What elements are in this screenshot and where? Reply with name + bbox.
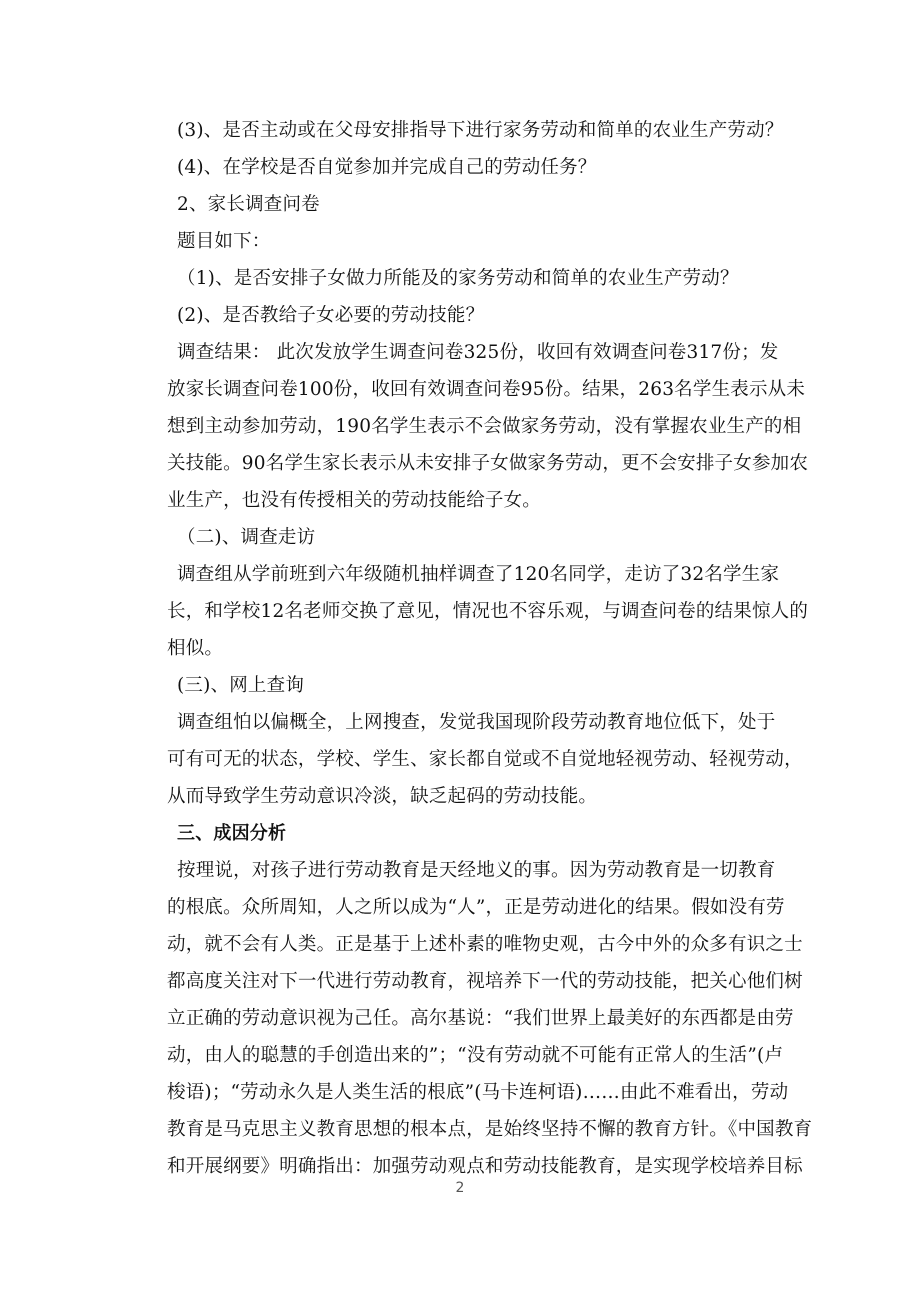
section-online: (三)、网上查询: [177, 675, 305, 696]
visit-line: 调查组从学前班到六年级随机抽样调查了120名同学，走访了32名学生家: [177, 564, 780, 585]
online-line: 可有可无的状态，学校、学生、家长都自觉或不自觉地轻视劳动、轻视劳动，: [167, 749, 803, 770]
online-line: 调查组怕以偏概全，上网搜查，发觉我国现阶段劳动教育地位低下，处于: [177, 712, 776, 733]
analysis-line: 按理说，对孩子进行劳动教育是天经地义的事。因为劳动教育是一切教育: [177, 860, 776, 881]
section-visit: （二)、调查走访: [177, 527, 316, 548]
page-number: 2: [455, 1180, 465, 1196]
question-4: (4)、在学校是否自觉参加并完成自己的劳动任务？: [177, 157, 597, 178]
visit-line: 长，和学校12名老师交换了意见，情况也不容乐观，与调查问卷的结果惊人的: [167, 601, 809, 622]
results-line: 想到主动参加劳动，190名学生表示不会做家务劳动，没有掌握农业生产的相: [167, 416, 802, 437]
results-line: 调查结果： 此次发放学生调查问卷325份，收回有效调查问卷317份；发: [177, 342, 779, 363]
parent-question-2: (2)、是否教给子女必要的劳动技能？: [177, 305, 485, 326]
analysis-line: 立正确的劳动意识视为己任。高尔基说：“我们世界上最美好的东西都是由劳: [167, 1008, 794, 1029]
section-analysis-heading: 三、成因分析: [177, 823, 287, 844]
section-parent-survey: 2、家长调查问卷: [177, 194, 320, 215]
results-line: 关技能。90名学生家长表示从未安排子女做家务劳动，更不会安排子女参加农: [167, 453, 809, 474]
analysis-line: 教育是马克思主义教育思想的根本点，是始终坚持不懈的教育方针。《中国教育: [167, 1119, 813, 1140]
document-body: [167, 112, 813, 1185]
parent-question-1: （1)、是否安排子女做力所能及的家务劳动和简单的农业生产劳动？: [177, 268, 739, 289]
question-3: (3)、是否主动或在父母安排指导下进行家务劳动和简单的农业生产劳动？: [177, 120, 784, 141]
questions-intro: 题目如下：: [177, 231, 271, 252]
results-line: 业生产，也没有传授相关的劳动技能给子女。: [167, 490, 542, 511]
analysis-line: 动，由人的聪慧的手创造出来的”；“没有劳动就不可能有正常人的生活”(卢: [167, 1045, 784, 1066]
analysis-line: 梭语)；“劳动永久是人类生活的根底”(马卡连柯语)……由此不难看出，劳动: [167, 1082, 789, 1103]
analysis-line: 都高度关注对下一代进行劳动教育，视培养下一代的劳动技能，把关心他们树: [167, 971, 803, 992]
analysis-paragraph: [167, 852, 813, 1185]
analysis-line: 动，就不会有人类。正是基于上述朴素的唯物史观，古今中外的众多有识之士: [167, 934, 803, 955]
results-line: 放家长调查问卷100份，收回有效调查问卷95份。结果，263名学生表示从未: [167, 379, 806, 400]
visit-line: 相似。: [167, 638, 224, 659]
online-line: 从而导致学生劳动意识冷淡，缺乏起码的劳动技能。: [167, 786, 598, 807]
results-paragraph: [167, 334, 809, 519]
analysis-line: 和开展纲要》明确指出：加强劳动观点和劳动技能教育，是实现学校培养目标: [167, 1156, 803, 1177]
visit-paragraph: [167, 556, 809, 667]
online-paragraph: [167, 704, 803, 815]
analysis-line: 的根底。众所周知，人之所以成为“人”，正是劳动进化的结果。假如没有劳: [167, 897, 785, 918]
